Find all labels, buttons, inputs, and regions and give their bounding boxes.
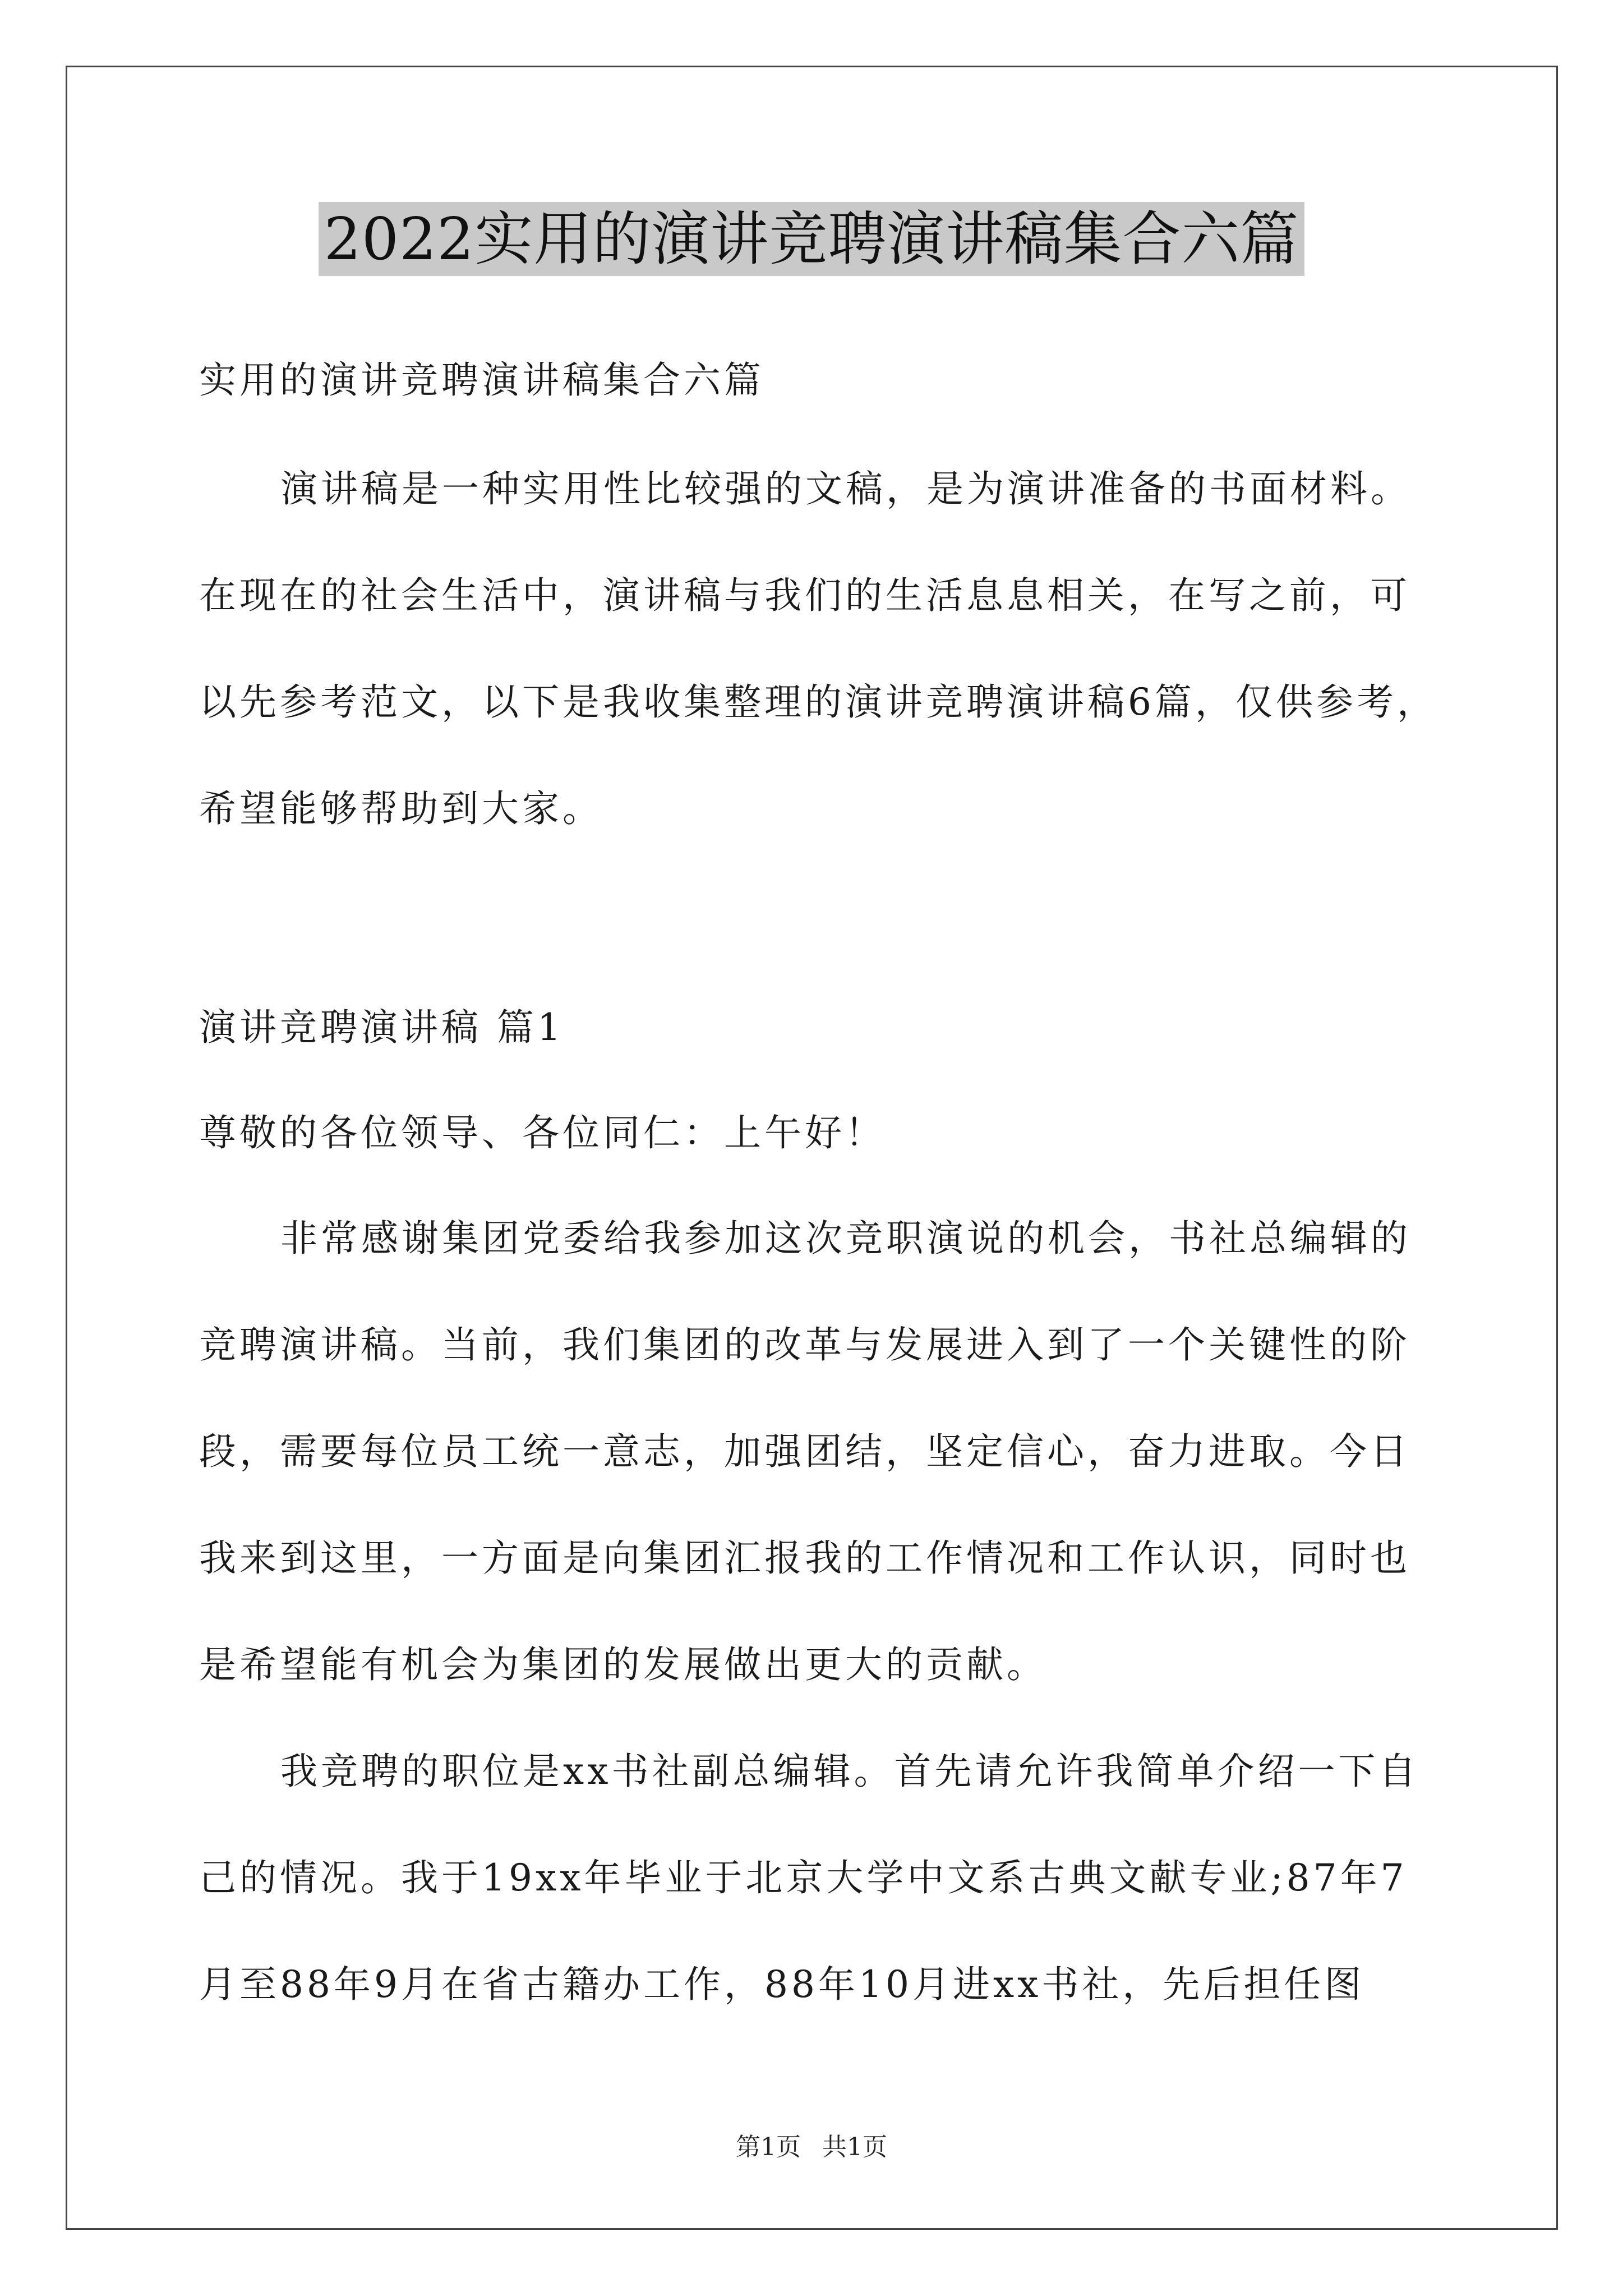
intro-line: 演讲稿是一种实用性比较强的文稿，是为演讲准备的书面材料。 <box>280 467 1411 510</box>
intro-line: 在现在的社会生活中，演讲稿与我们的生活息息相关，在写之前，可 <box>199 574 1410 617</box>
paragraph-line: 非常感谢集团党委给我参加这次竞职演说的机会，书社总编辑的 <box>280 1217 1411 1260</box>
section-heading: 演讲竞聘演讲稿 篇1 <box>199 1006 564 1049</box>
document-subtitle: 实用的演讲竞聘演讲稿集合六篇 <box>199 358 764 402</box>
page-count: 共1页 <box>822 2133 887 2161</box>
page-number: 第1页 <box>736 2133 801 2161</box>
paragraph-line: 是希望能有机会为集团的发展做出更大的贡献。 <box>199 1643 1047 1686</box>
paragraph-line: 段，需要每位员工统一意志，加强团结，坚定信心，奋力进取。今日 <box>199 1430 1410 1473</box>
paragraph-line: 己的情况。我于19xx年毕业于北京大学中文系古典文献专业;87年7 <box>199 1856 1408 1899</box>
intro-line: 希望能够帮助到大家。 <box>199 787 603 830</box>
paragraph-line: 我竞聘的职位是xx书社副总编辑。首先请允许我简单介绍一下自 <box>280 1750 1419 1793</box>
title-container <box>0 202 1623 276</box>
document-title: 2022实用的演讲竞聘演讲稿集合六篇 <box>319 202 1305 276</box>
page-footer <box>0 2132 1623 2163</box>
paragraph-line: 月至88年9月在省古籍办工作，88年10月进xx书社，先后担任图 <box>199 1963 1365 2006</box>
paragraph-line: 竞聘演讲稿。当前，我们集团的改革与发展进入到了一个关键性的阶 <box>199 1323 1410 1366</box>
intro-line: 以先参考范文，以下是我收集整理的演讲竞聘演讲稿6篇，仅供参考， <box>199 680 1437 724</box>
paragraph-line: 我来到这里，一方面是向集团汇报我的工作情况和工作认识，同时也 <box>199 1536 1410 1580</box>
greeting: 尊敬的各位领导、各位同仁：上午好！ <box>199 1111 886 1154</box>
